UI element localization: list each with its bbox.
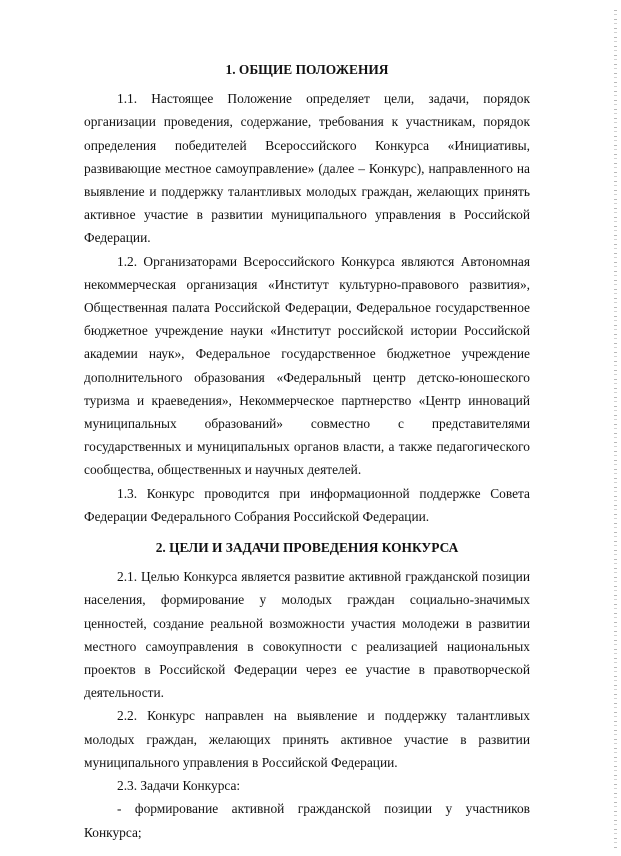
paragraph-2-1: 2.1. Целью Конкурса является развитие активной гражданской позиции населения, формирование у молодых граждан социально-значимых ценностей, создание реальной возможности участия молодежи в развитии местного самоуправления в совокупности с реализацией национальных проектов в Российской Федерации через ее участие в правотворческой деятельности. [84, 569, 530, 701]
section-2-heading: 2. ЦЕЛИ И ЗАДАЧИ ПРОВЕДЕНИЯ КОНКУРСА [155, 540, 459, 556]
paragraph-2-2: 2.2. Конкурс направлен на выявление и поддержку талантливых молодых граждан, желающих принять активное участие в развитии муниципального управления в Российской Федерации. [84, 708, 530, 770]
document-body [84, 58, 530, 844]
paragraph-1-1: 1.1. Настоящее Положение определяет цели, задачи, порядок организации проведения, содержание, требования к участникам, порядок определения победителей Всероссийского Конкурса «Инициативы, развивающие местное самоуправление» (далее – Конкурс), направленного на выявление и поддержку талантливых молодых граждан, желающих принять активное участие в развитии муниципального управления в Российской Федерации. [84, 91, 530, 246]
scan-edge-artifact [614, 10, 617, 850]
paragraph-1-3: 1.3. Конкурс проводится при информационной поддержке Совета Федерации Федерального Собрания Российской Федерации. [84, 485, 530, 524]
paragraph-2-3: 2.3. Задачи Конкурса: [117, 778, 241, 794]
paragraph-1-2: 1.2. Организаторами Всероссийского Конкурса являются Автономная некоммерческая организация «Институт культурно-правового развития», Общественная палата Российской Федерации, Федеральное государственное бюджетное учреждение науки «Институт российской истории Российской академии наук», Федеральное государственное бюджетное учреждение дополнительного образования «Федеральный центр детско-юношеского туризма и краеведения», Некоммерческое партнерство «Центр инноваций муниципальных образований» совместно с представителями государственных и муниципальных органов власти, а также педагогического сообщества, общественных и научных деятелей. [84, 253, 530, 478]
section-1-heading: 1. ОБЩИЕ ПОЛОЖЕНИЯ [225, 62, 389, 77]
list-item-task-1: - формирование активной гражданской позиции у участников Конкурса; [84, 801, 530, 840]
